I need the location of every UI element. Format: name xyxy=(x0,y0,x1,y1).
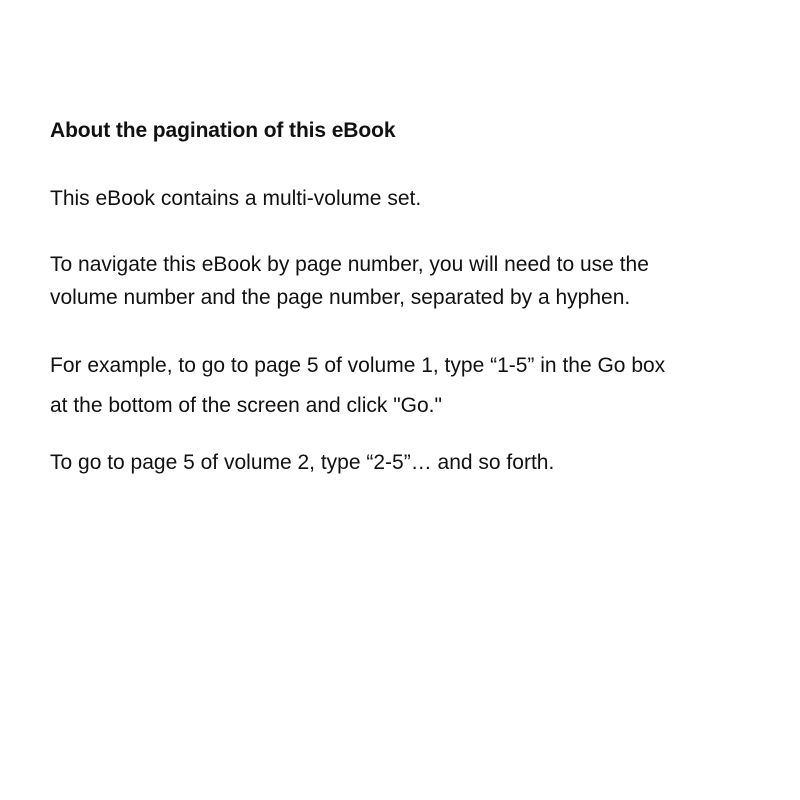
paragraph-navigation xyxy=(50,248,790,314)
paragraph-line: at the bottom of the screen and click "Go." xyxy=(50,394,442,417)
paragraph-multi-volume xyxy=(50,182,790,215)
paragraph-example xyxy=(50,346,790,426)
paragraph-line: For example, to go to page 5 of volume 1, type “1-5” in the Go box xyxy=(50,354,666,377)
page-heading: About the pagination of this eBook xyxy=(50,119,396,142)
paragraph-line: volume number and the page number, separated by a hyphen. xyxy=(50,286,631,309)
paragraph-text: This eBook contains a multi-volume set. xyxy=(50,187,422,210)
document-body xyxy=(50,116,790,509)
paragraph-line: To navigate this eBook by page number, you will need to use the xyxy=(50,253,649,276)
paragraph-text: To go to page 5 of volume 2, type “2-5”… and so forth. xyxy=(50,451,555,474)
paragraph-volume-2 xyxy=(50,446,790,479)
